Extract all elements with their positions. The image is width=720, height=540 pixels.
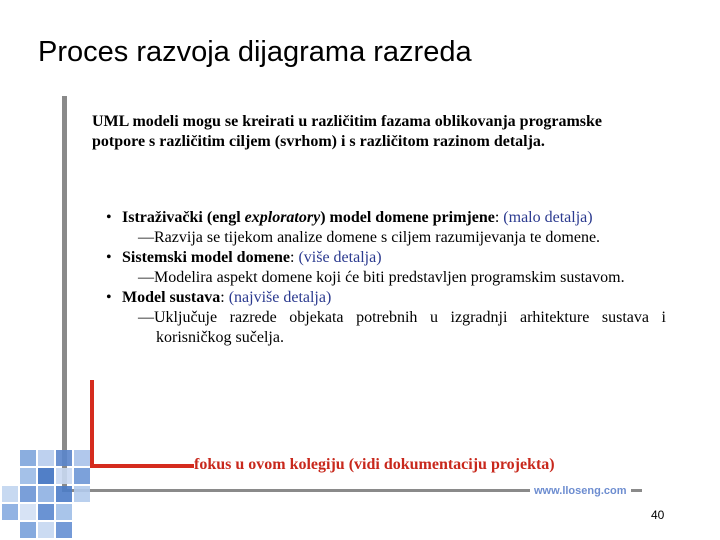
slide-title: Proces razvoja dijagrama razreda — [38, 36, 472, 68]
bullet-dot-icon: • — [106, 209, 112, 226]
focus-bracket — [90, 380, 194, 468]
sub-item-exploratory: —Razvija se tijekom analize domene s ciljem razumijevanja te domene. — [138, 229, 601, 246]
detail-level: (malo detalja) — [503, 209, 593, 226]
bullet-item-exploratory: • Istraživački (engl exploratory) model domene primjene: (malo detalja) — [106, 209, 593, 226]
bullet-item-system-model: • Model sustava: (najviše detalja) — [106, 289, 332, 306]
detail-level: (najviše detalja) — [228, 289, 332, 306]
bullet-dot-icon: • — [106, 289, 112, 306]
bullet-dot-icon: • — [106, 249, 112, 266]
intro-paragraph: UML modeli mogu se kreirati u različitim fazama oblikovanja programske potpore s različitim ciljem (svrhom) i s različitom razinom detalja. — [92, 113, 603, 150]
sub-item-system-model: —Uključuje razrede objekata potrebnih u izgradnji arhitekture sustava i korisničkog sučelja. — [138, 309, 666, 346]
detail-level: (više detalja) — [298, 249, 382, 266]
focus-note: fokus u ovom kolegiju (vidi dokumentaciju projekta) — [194, 456, 555, 473]
bullet-list — [106, 208, 666, 348]
bullet-item-system-domain: • Sistemski model domene: (više detalja) — [106, 249, 382, 266]
page-number: 40 — [651, 508, 665, 522]
source-url: www.lloseng.com — [530, 485, 631, 497]
sub-item-system-domain: —Modelira aspekt domene koji će biti predstavljen programskim sustavom. — [138, 269, 625, 286]
